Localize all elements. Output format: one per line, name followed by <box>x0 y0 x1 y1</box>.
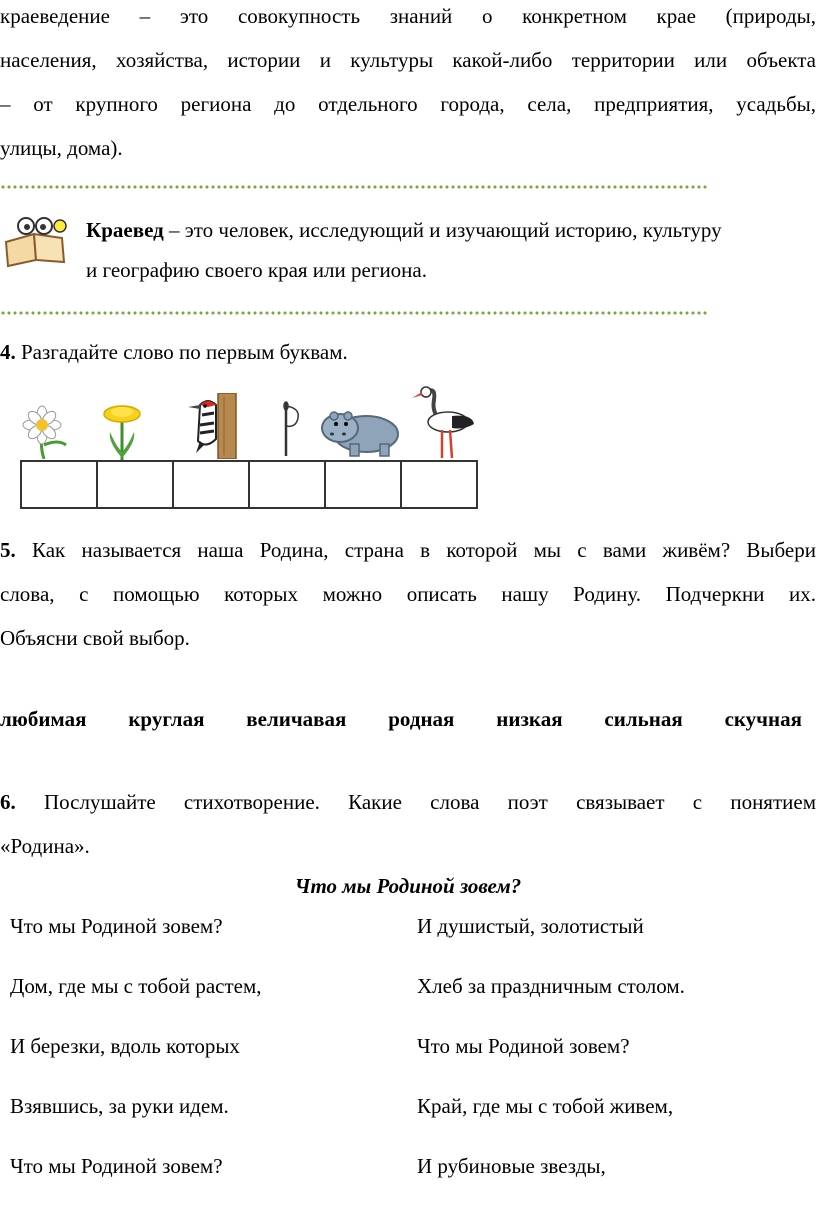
answer-grid <box>20 460 478 509</box>
answer-cell[interactable] <box>22 462 98 507</box>
word-choice[interactable]: скучная <box>724 707 802 731</box>
intro-line: населения, хозяйства, истории и культуры какой-либо территории или объекта <box>0 48 816 72</box>
poem-title: Что мы Родиной зовем? <box>294 874 522 898</box>
task6-line: 6. Послушайте стихотворение. Какие слова поэт связывает с понятием <box>0 790 816 814</box>
poem-line: Что мы Родиной зовем? <box>417 1034 630 1058</box>
stork-icon <box>412 384 476 460</box>
word-choice[interactable]: сильная <box>604 707 683 731</box>
poem-line: Что мы Родиной зовем? <box>10 1154 223 1178</box>
definition-block <box>86 210 722 290</box>
task-text: Разгадайте слово по первым буквам. <box>15 340 348 364</box>
task5-line: Объясни свой выбор. <box>0 626 190 650</box>
dandelion-icon <box>98 402 146 460</box>
answer-cell[interactable] <box>250 462 326 507</box>
poem-line: Край, где мы с тобой живем, <box>417 1094 674 1118</box>
poem-line: Хлеб за праздничным столом. <box>417 974 685 998</box>
word-choice[interactable]: любимая <box>0 707 87 731</box>
word-choices <box>0 707 816 732</box>
task6-paragraph <box>0 780 816 868</box>
intro-line: улицы, дома). <box>0 136 123 160</box>
hippo-icon <box>320 406 402 458</box>
poem-line: Взявшись, за руки идем. <box>10 1094 229 1118</box>
book-glasses-icon <box>0 212 72 268</box>
answer-cell[interactable] <box>402 462 476 507</box>
word-choice[interactable]: низкая <box>496 707 563 731</box>
needle-thread-icon <box>274 398 304 458</box>
poem-line: И рубиновые звезды, <box>417 1154 606 1178</box>
answer-cell[interactable] <box>98 462 174 507</box>
answer-cell[interactable] <box>326 462 402 507</box>
definition-text-line2: и географию своего края или региона. <box>86 258 427 282</box>
intro-line: – от крупного региона до отдельного города, села, предприятия, усадьбы, <box>0 92 816 116</box>
word-choice[interactable]: величавая <box>246 707 347 731</box>
daisy-icon <box>14 405 74 459</box>
dotted-divider <box>0 311 708 315</box>
definition-term: Краевед <box>86 218 164 242</box>
intro-line: краеведение – это совокупность знаний о конкретном крае (природы, <box>0 4 816 28</box>
dotted-divider <box>0 185 708 189</box>
task-number: 4. <box>0 340 16 364</box>
task5-line: 5. Как называется наша Родина, страна в которой мы с вами живём? Выбери <box>0 538 816 562</box>
woodpecker-icon <box>186 393 238 459</box>
task6-line: «Родина». <box>0 834 90 858</box>
task5-paragraph <box>0 528 816 660</box>
task5-line: слова, с помощью которых можно описать нашу Родину. Подчеркни их. <box>0 582 816 606</box>
word-choice[interactable]: круглая <box>128 707 205 731</box>
task4-heading <box>0 340 348 365</box>
poem-line: Что мы Родиной зовем? <box>10 914 223 938</box>
poem-line: И душистый, золотистый <box>417 914 644 938</box>
task-number: 5. <box>0 538 16 562</box>
word-choice[interactable]: родная <box>388 707 455 731</box>
definition-text: – это человек, исследующий и изучающий историю, культуру <box>163 218 722 242</box>
poem-line: Дом, где мы с тобой растем, <box>10 974 262 998</box>
poem-line: И березки, вдоль которых <box>10 1034 240 1058</box>
answer-cell[interactable] <box>174 462 250 507</box>
task-number: 6. <box>0 790 16 814</box>
intro-paragraph <box>0 0 816 170</box>
